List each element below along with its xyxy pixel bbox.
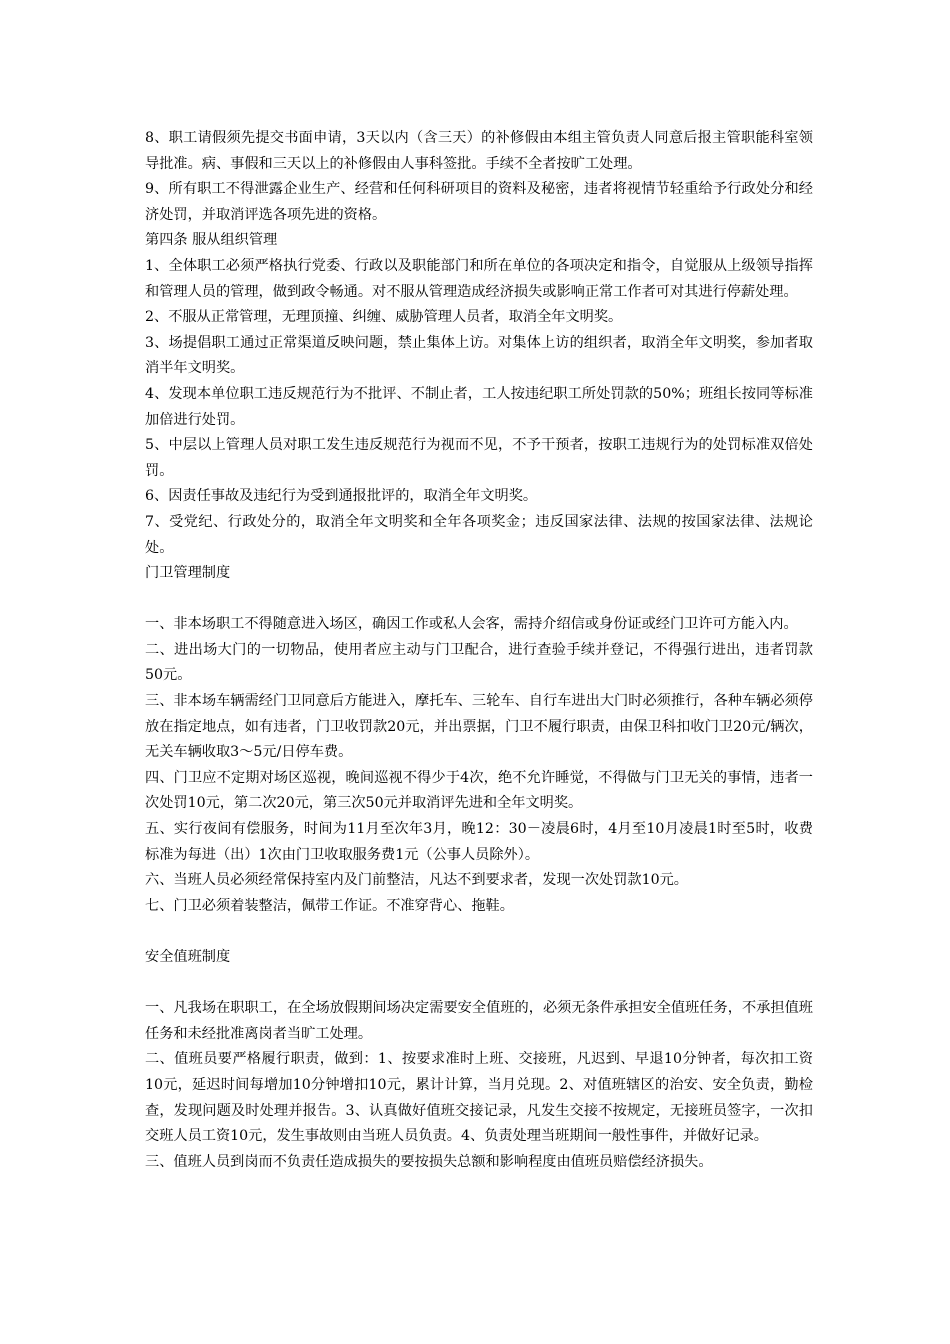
article4-paragraph-1: 1、全体职工必须严格执行党委、行政以及职能部门和所在单位的各项决定和指令，自觉服从上级领导指挥和管理人员的管理，做到政令畅通。对不服从管理造成经济损失或影响正常工作者可对其进行停薪处理。 bbox=[145, 257, 813, 300]
paragraph-leave-request: 8、职工请假须先提交书面申请，3天以内（含三天）的补修假由本组主管负责人同意后报主管职能科室领导批准。病、事假和三天以上的补修假由人事科签批。手续不全者按旷工处理。 bbox=[145, 130, 813, 172]
duty-rule-1: 一、凡我场在职职工，在全场放假期间场决定需要安全值班的，必须无条件承担安全值班任务，不承担值班任务和未经批准离岗者当旷工处理。 bbox=[145, 1000, 813, 1042]
article4-paragraph-4: 4、发现本单位职工违反规范行为不批评、不制止者，工人按违纪职工所处罚款的50%；班组长按同等标准加倍进行处罚。 bbox=[145, 385, 813, 428]
article4-paragraph-6: 6、因责任事故及违纪行为受到通报批评的，取消全年文明奖。 bbox=[145, 488, 538, 505]
article4-paragraph-2: 2、不服从正常管理，无理顶撞、纠缠、威胁管理人员者，取消全年文明奖。 bbox=[145, 309, 623, 326]
gate-rule-3: 三、非本场车辆需经门卫同意后方能进入，摩托车、三轮车、自行车进出大门时必须推行，各种车辆必须停放在指定地点，如有违者，门卫收罚款20元，并出票据，门卫不履行职责，由保卫科扣收门卫20元/辆次，无关车辆收取3～5元/日停车费。 bbox=[145, 693, 813, 761]
blank-line bbox=[145, 971, 813, 997]
gate-section-heading: 门卫管理制度 bbox=[145, 565, 231, 582]
article4-heading: 第四条 服从组织管理 bbox=[145, 232, 278, 249]
gate-rule-1: 一、非本场职工不得随意进入场区，确因工作或私人会客，需持介绍信或身份证或经门卫许可方能入内。 bbox=[145, 616, 798, 633]
blank-line bbox=[145, 919, 813, 945]
blank-line bbox=[145, 587, 813, 613]
article4-paragraph-5: 5、中层以上管理人员对职工发生违反规范行为视而不见，不予干预者，按职工违规行为的处罚标准双倍处罚。 bbox=[145, 437, 813, 479]
duty-section-heading: 安全值班制度 bbox=[145, 949, 231, 965]
gate-rule-7: 七、门卫必须着装整洁，佩带工作证。不准穿背心、拖鞋。 bbox=[145, 897, 514, 914]
article4-paragraph-3: 3、场提倡职工通过正常渠道反映问题，禁止集体上访。对集体上访的组织者，取消全年文明奖，参加者取消半年文明奖。 bbox=[145, 334, 813, 377]
duty-rule-3: 三、值班人员到岗而不负责任造成损失的要按损失总额和影响程度由值班员赔偿经济损失。 bbox=[145, 1153, 713, 1170]
gate-rule-5: 五、实行夜间有偿服务，时间为11月至次年3月，晚12：30－凌晨6时，4月至10月凌晨1时至5时，收费标准为每进（出）1次由门卫收取服务费1元（公事人员除外）。 bbox=[145, 821, 813, 863]
gate-rule-4: 四、门卫应不定期对场区巡视，晚间巡视不得少于4次，绝不允许睡觉，不得做与门卫无关的事情，违者一次处罚10元，第二次20元，第三次50元并取消评先进和全年文明奖。 bbox=[145, 769, 813, 812]
paragraph-confidentiality: 9、所有职工不得泄露企业生产、经营和任何科研项目的资料及秘密，违者将视情节轻重给予行政处分和经济处罚，并取消评选各项先进的资格。 bbox=[145, 181, 813, 223]
duty-rule-2: 二、值班员要严格履行职责，做到：1、按要求准时上班、交接班，凡迟到、早退10分钟者，每次扣工资10元，延迟时间每增加10分钟增扣10元，累计计算，当月兑现。2、对值班辖区的治安、安全负责，勤检查，发现问题及时处理并报告。3、认真做好值班交接记录，凡发生交接不按规定，无接班员签字，一次扣交班人员工资10元，发生事故则由当班人员负责。4、负责处理当班期间一般性事件，并做好记录。 bbox=[145, 1051, 813, 1145]
article4-paragraph-7: 7、受党纪、行政处分的，取消全年文明奖和全年各项奖金；违反国家法律、法规的按国家法律、法规论处。 bbox=[145, 513, 813, 556]
document-page bbox=[145, 126, 813, 1175]
gate-rule-6: 六、当班人员必须经常保持室内及门前整洁，凡达不到要求者，发现一次处罚款10元。 bbox=[145, 872, 688, 889]
gate-rule-2: 二、进出场大门的一切物品，使用者应主动与门卫配合，进行查验手续并登记，不得强行进出，违者罚款50元。 bbox=[145, 641, 813, 684]
